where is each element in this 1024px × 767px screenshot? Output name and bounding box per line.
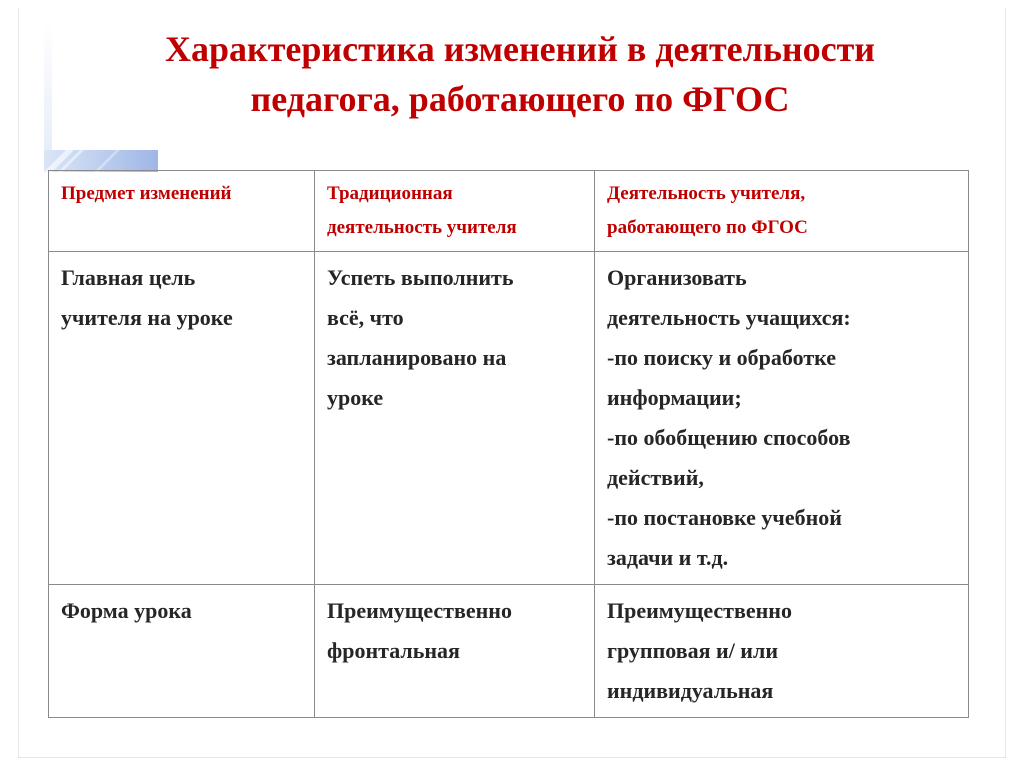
title-line-1: Характеристика изменений в деятельности bbox=[164, 29, 876, 69]
cell-subject bbox=[49, 585, 315, 718]
cell-text: Успеть выполнить bbox=[327, 265, 514, 290]
cell-traditional bbox=[315, 252, 595, 585]
cell-text: информации; bbox=[607, 385, 742, 410]
slide-title bbox=[60, 24, 980, 124]
left-accent-bar bbox=[44, 20, 52, 150]
cell-text: -по обобщению способов bbox=[607, 425, 851, 450]
cell-fgos bbox=[595, 585, 969, 718]
header-cell-traditional bbox=[315, 171, 595, 252]
cell-text: -по поиску и обработке bbox=[607, 345, 837, 370]
header-text: Традиционная bbox=[327, 183, 453, 204]
cell-text: учителя на уроке bbox=[61, 305, 233, 330]
cell-text: -по постановке учебной bbox=[607, 505, 842, 530]
comparison-table bbox=[48, 170, 969, 718]
table-row bbox=[49, 585, 969, 718]
header-text: Предмет изменений bbox=[61, 183, 232, 204]
cell-fgos bbox=[595, 252, 969, 585]
cell-text: Организовать bbox=[607, 265, 747, 290]
header-text: деятельность учителя bbox=[327, 217, 517, 238]
cell-subject bbox=[49, 252, 315, 585]
header-text: Деятельность учителя, bbox=[607, 183, 806, 204]
header-text: работающего по ФГОС bbox=[607, 217, 808, 238]
cell-text: Преимущественно bbox=[327, 598, 512, 623]
table-row bbox=[49, 252, 969, 585]
cell-text: Форма урока bbox=[61, 598, 192, 623]
cell-text: запланировано на bbox=[327, 345, 507, 370]
title-line-2: педагога, работающего по ФГОС bbox=[250, 79, 790, 119]
cell-text: групповая и/ или bbox=[607, 638, 779, 663]
cell-traditional bbox=[315, 585, 595, 718]
cell-text: индивидуальная bbox=[607, 678, 774, 703]
cell-text: фронтальная bbox=[327, 638, 460, 663]
cell-text: всё, что bbox=[327, 305, 404, 330]
corner-decoration bbox=[44, 150, 158, 172]
header-cell-subject bbox=[49, 171, 315, 252]
cell-text: Главная цель bbox=[61, 265, 196, 290]
cell-text: задачи и т.д. bbox=[607, 545, 729, 570]
cell-text: Преимущественно bbox=[607, 598, 792, 623]
table-header-row bbox=[49, 171, 969, 252]
header-cell-fgos bbox=[595, 171, 969, 252]
cell-text: уроке bbox=[327, 385, 384, 410]
cell-text: действий, bbox=[607, 465, 704, 490]
cell-text: деятельность учащихся: bbox=[607, 305, 851, 330]
